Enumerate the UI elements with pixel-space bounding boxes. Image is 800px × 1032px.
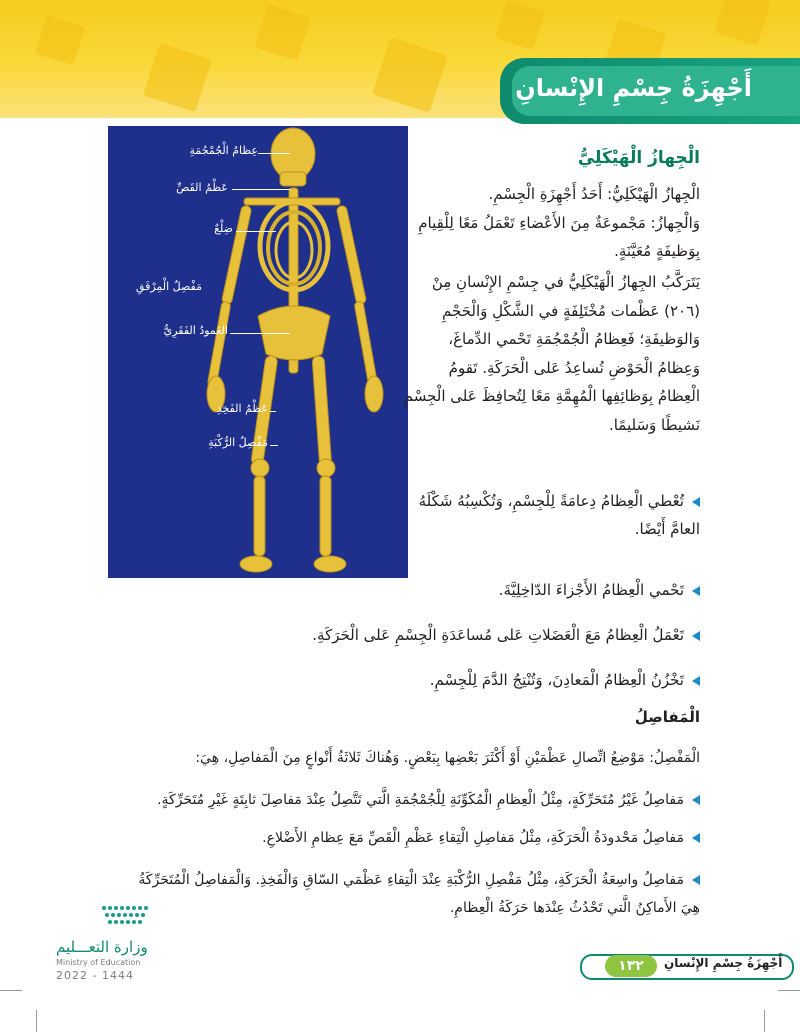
footer-chapter-title: أَجْهِزَةُ جِسْمِ الإِنْسانِ <box>664 956 783 970</box>
label-femur: عَظْمُ الفَخِذِ <box>216 402 268 415</box>
bullet-item: تَحْمي الْعِظامُ الأَجْزاءَ الدّاخِلِيَّةَ. <box>200 576 700 604</box>
text-line: الْعِظامُ بِوَظائِفِها الْمُهِمَّةِ مَعًا لِتُحافِظَ عَلى الْجِسْمِ <box>403 387 700 405</box>
bullet-item: تَخْزُنُ الْعِظامُ الْمَعادِنَ، وَتُنْتِجُ الدَّمَ لِلْجِسْمِ. <box>60 666 700 694</box>
paragraph-definition <box>360 180 700 266</box>
section-heading-skeletal: الْجِهازُ الْهَيْكَلِيُّ <box>577 148 700 168</box>
text-line: يَتَرَكَّبُ الجِهازُ الْهَيْكَلِيُّ في جِسْمِ الإِنْسانِ مِنْ <box>431 273 700 291</box>
label-line <box>232 189 290 190</box>
crop-mark <box>0 990 22 991</box>
crop-mark <box>764 1010 765 1032</box>
label-elbow-joint: مَفْصِلُ الْمِرْفَقِ <box>135 280 202 293</box>
label-line <box>258 153 290 154</box>
label-rib: ضِلْعٌ <box>214 222 233 235</box>
section-heading-joints: الْمَفاصِلُ <box>634 708 700 726</box>
text-line: وَعِظامُ الْحَوْضِ تُساعِدُ عَلى الْحَرَكَةِ. تَقومُ <box>448 358 700 377</box>
bullet-arrow-icon <box>692 676 700 686</box>
bullet-arrow-icon <box>692 586 700 596</box>
text-line: (٢٠٦) عَظْمات مُخْتَلِفَةٍ في الشَّكْلِ وَالْحَجْمِ <box>442 301 700 320</box>
bullet-arrow-icon <box>692 875 700 885</box>
bullet-item: مَفاصِلُ غَيْرُ مُتَحَرِّكَةٍ، مِثْلُ الْعِظامِ الْمُكَوِّنَةِ لِلْجُمْجُمَةِ الَّتي تَتَّصِلُ عِنْدَ مَفاصِلَ ثابِتَةٍ غَيْرِ مُتَحَرِّكَةٍ. <box>40 786 700 814</box>
text-line: نَشيطًا وَسَليمًا. <box>608 415 700 434</box>
crop-mark <box>36 1010 37 1032</box>
bullet-item: مَفاصِلُ مَحْدودَةُ الْحَرَكَةِ، مِثْلُ مَفاصِلِ الْتِقاءِ عَظْمِ الْقَصِّ مَعَ عِظامِ الأَضْلاعِ. <box>40 824 700 852</box>
paragraph-joints-intro: الْمَفْصِلُ: مَوْضِعُ اتِّصالِ عَظْمَيْنِ أَوْ أَكْثَرَ بَعْضِها بِبَعْضٍ. وَهُناكَ ثَلاثَةُ أَنْواعٍ مِنَ الْمَفاصِلِ، هِيَ: <box>195 750 700 766</box>
text-line: بِوَظيفَةٍ مُعَيَّنَةٍ. <box>614 242 700 260</box>
text-line: الْجِهازُ الْهَيْكَلِيُّ: أَحَدُ أَجْهِزَةِ الْجِسْمِ. <box>488 185 700 203</box>
page-title: أَجْهِزَةُ جِسْمِ الإِنْسانِ <box>515 74 752 102</box>
crop-mark <box>778 990 800 991</box>
bullet-arrow-icon <box>692 497 700 507</box>
label-spine: العَمودُ الفَقَرِيُّ <box>163 324 228 337</box>
bullet-arrow-icon <box>692 795 700 805</box>
label-line <box>236 231 276 232</box>
label-sternum: عَظْمُ القَصِّ <box>176 181 228 194</box>
paragraph-composition <box>360 268 700 439</box>
label-skull: عِظامُ الْجُمْجُمَةِ <box>189 144 258 157</box>
ministry-name-ar: وزارة التعـــليم <box>56 938 148 956</box>
ministry-name-en: Ministry of Education <box>56 958 141 967</box>
text-line: وَالوَظيفَةِ؛ فَعِظامُ الْجُمْجُمَةِ تَحْمي الدِّماغَ، <box>448 330 700 348</box>
bullet-arrow-icon <box>692 833 700 843</box>
edition-year: 2022 - 1444 <box>56 969 134 982</box>
ministry-logo-icon <box>100 902 152 930</box>
text-line: وَالْجِهازُ: مَجْموعَةٌ مِنَ الأَعْضاءِ تَعْمَلُ مَعًا لِلْقِيامِ <box>418 213 700 232</box>
page-number: ١٣٢ <box>605 955 657 977</box>
label-line <box>230 333 290 334</box>
label-line <box>270 411 276 412</box>
bullet-item: مَفاصِلُ واسِعَةُ الْحَرَكَةِ، مِثْلُ مَفْصِلِ الرُّكْبَةِ عِنْدَ الْتِقاءِ عَظْمَي السّاقِ وَالْفَخِذِ. وَالْمَفاصِلُ الْمُتَحَرِّكَةُ هِيَ الأَماكِنُ الَّتي تَحْدُثُ عِنْدَها حَرَكَةُ الْعِظامِ. <box>138 872 700 916</box>
label-line <box>270 445 278 446</box>
label-knee-joint: مَفْصِلُ الرُّكْبَةِ <box>208 436 268 449</box>
bullet-item: تُعْطي الْعِظامُ دِعامَةً لِلْجِسْمِ، وَتُكْسِبُهُ شَكْلَهُ العامَّ أَيْضًا. <box>418 492 700 538</box>
bullet-arrow-icon <box>692 631 700 641</box>
bullet-item: تَعْمَلُ الْعِظامُ مَعَ الْعَضَلاتِ عَلى مُساعَدَةِ الْجِسْمِ عَلى الْحَرَكَةِ. <box>60 621 700 649</box>
